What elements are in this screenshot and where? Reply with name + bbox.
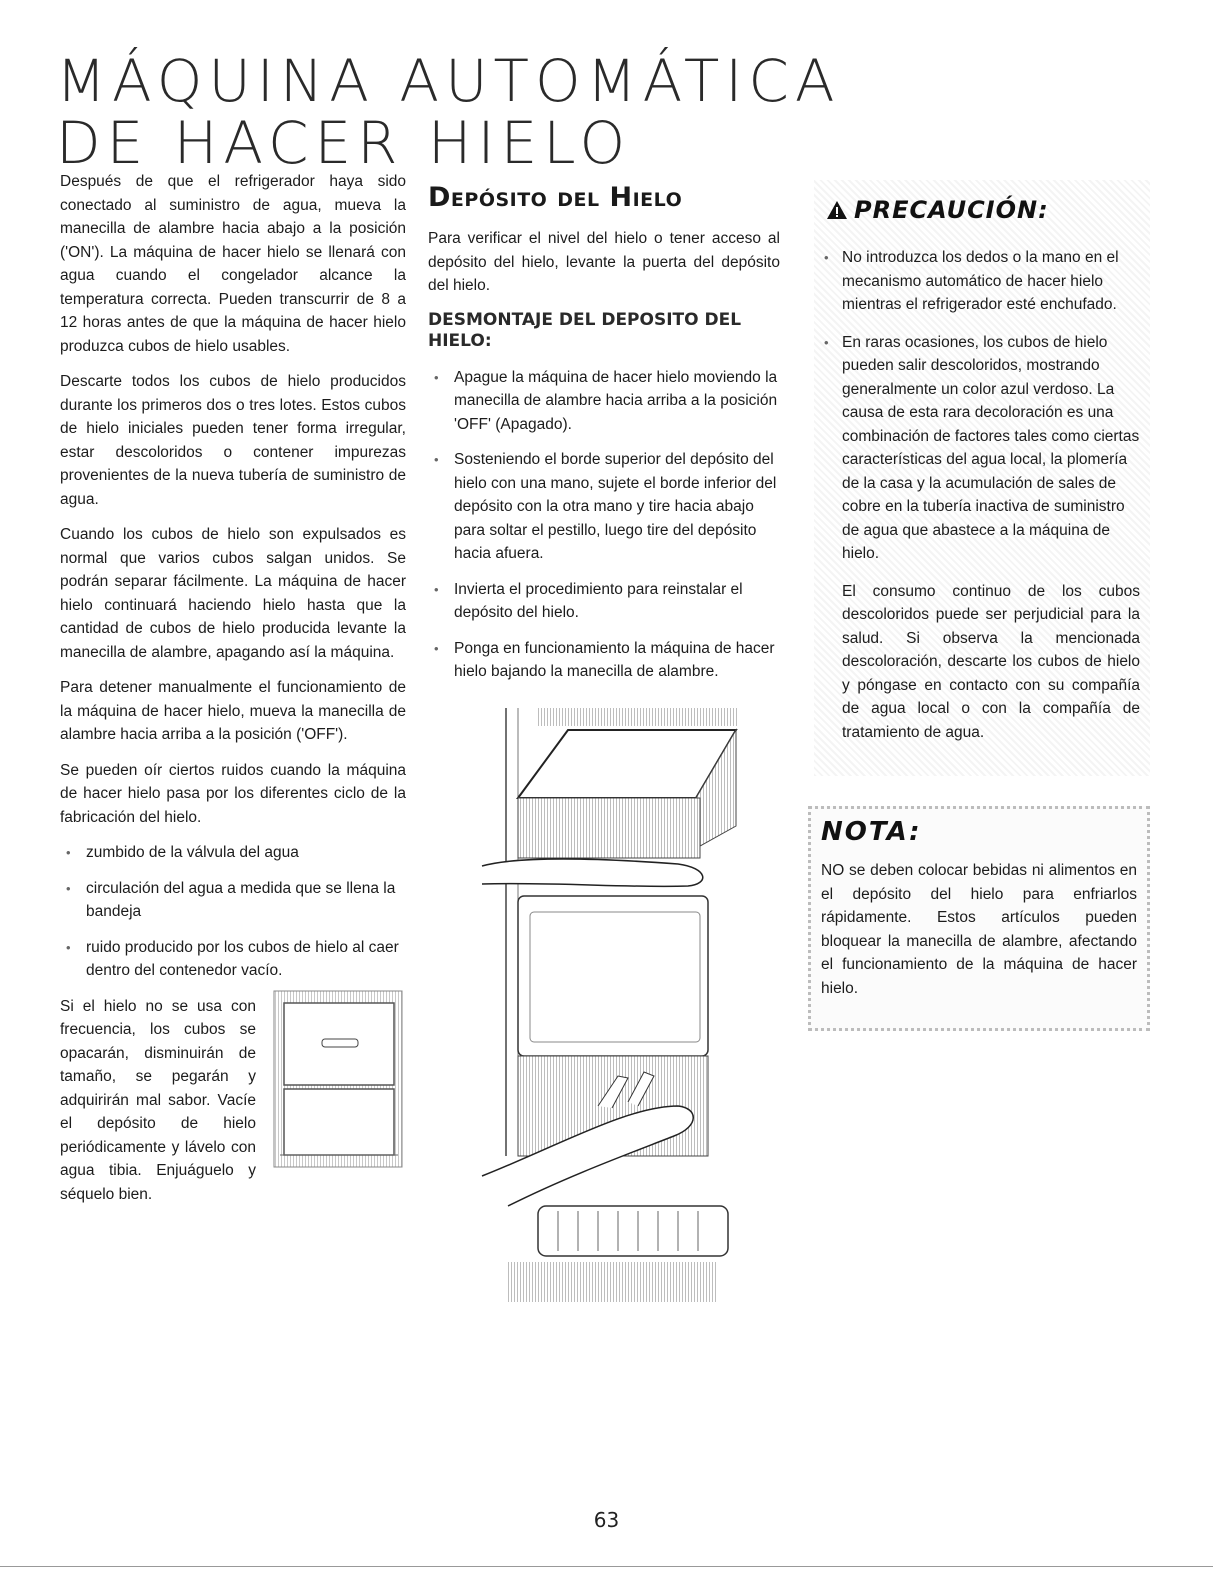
note-heading: NOTA: bbox=[821, 817, 922, 847]
removal-steps-list bbox=[428, 366, 780, 684]
title-line-1: MÁQUINA AUTOMÁTICA bbox=[56, 47, 841, 115]
list-item: • En raras ocasiones, los cubos de hielo pueden salir descoloridos, mostrando generalmente un color azul verdoso. La causa de esta rara decoloración es una combinación de factores tales como ciertas características del agua local, la plomería de la casa y la acumulación de sales de cobre en la tubería inactiva de suministro de agua que abastece a la máquina de hielo. bbox=[822, 331, 1140, 566]
column-left bbox=[60, 170, 406, 1218]
section-heading: Depósito del Hielo bbox=[428, 182, 683, 213]
list-item: • zumbido de la válvula del agua bbox=[60, 841, 406, 865]
ice-dispenser-illustration bbox=[478, 706, 740, 1306]
subsection-heading: DESMONTAJE DEL DEPOSITO DEL HIELO: bbox=[428, 309, 742, 351]
page-number: 63 bbox=[593, 1508, 620, 1532]
paragraph: Descarte todos los cubos de hielo producidos durante los primeros dos o tres lotes. Estos cubos de hielo iniciales pueden tener forma irregular, estar descoloridos o contener impurezas provenientes de la nueva tubería de suministro de agua. bbox=[60, 373, 406, 508]
note-text: NO se deben colocar bebidas ni alimentos en el depósito del hielo para enfriarlos rápidamente. Estos artículos pueden bloquear la manecilla de alambre, afectando el funcionamiento de la máquina de hacer hielo. bbox=[821, 862, 1137, 997]
paragraph: Si el hielo no se usa con frecuencia, los cubos se opacarán, disminuirán de tamaño, se pegarán y adquirirán mal sabor. Vacíe el depósito de hielo periódicamente y lávelo con agua tibia. Enjuáguelo y séquelo bien. bbox=[60, 997, 256, 1203]
paragraph: Para detener manualmente el funcionamiento de la máquina de hacer hielo, mueva la manecilla de alambre hacia arriba a la posición ('OFF'). bbox=[60, 679, 406, 743]
title-line-2: DE HACER HIELO bbox=[56, 109, 632, 177]
paragraph: Se pueden oír ciertos ruidos cuando la máquina de hacer hielo pasa por los diferentes ciclo de la fabricación del hielo. bbox=[60, 761, 406, 826]
list-item: • ruido producido por los cubos de hielo al caer dentro del contenedor vacío. bbox=[60, 936, 406, 983]
list-item: • Ponga en funcionamiento la máquina de hacer hielo bajando la manecilla de alambre. bbox=[428, 637, 780, 684]
list-item: • No introduzca los dedos o la mano en el mecanismo automático de hacer hielo mientras el refrigerador esté enchufado. bbox=[822, 246, 1140, 317]
caution-paragraph: El consumo continuo de los cubos descoloridos puede ser perjudicial para la salud. Si observa la mencionada descoloración, descarte los cubos de hielo y póngase en contacto con su compañía de agua local o con la compañía de tratamiento de agua. bbox=[842, 582, 1140, 741]
list-item: • Apague la máquina de hacer hielo moviendo la manecilla de alambre hacia arriba a la posición 'OFF' (Apagado). bbox=[428, 366, 780, 437]
page-title bbox=[56, 47, 841, 177]
list-item: • Sosteniendo el borde superior del depósito del hielo con una mano, sujete el borde inferior del depósito con la otra mano y tire hacia abajo para soltar el pestillo, luego tire del depósito hacia afuera. bbox=[428, 448, 780, 566]
caution-heading bbox=[826, 196, 1140, 224]
warning-triangle-icon bbox=[826, 200, 848, 220]
caution-title: PRECAUCIÓN: bbox=[854, 196, 1049, 224]
paragraph: Cuando los cubos de hielo son expulsados es normal que varios cubos salgan unidos. Se podrán separar fácilmente. La máquina de hacer hielo continuará haciendo hielo hasta que la cantidad de cubos de hielo producida levante la manecilla de alambre, apagando así la máquina. bbox=[60, 526, 406, 661]
list-item: • circulación del agua a medida que se llena la bandeja bbox=[60, 877, 406, 924]
ice-bin-illustration bbox=[272, 989, 406, 1173]
paragraph: Para verificar el nivel del hielo o tener acceso al depósito del hielo, levante la puerta del depósito del hielo. bbox=[428, 230, 780, 294]
paragraph: Después de que el refrigerador haya sido conectado al suministro de agua, mueva la manecilla de alambre hacia abajo a la posición ('ON'). La máquina de hacer hielo se llenará con agua cuando el congelador alcance la temperatura correcta. Pueden transcurrir de 8 a 12 horas antes de que la máquina de hacer hielo produzca cubos de hielo usables. bbox=[60, 173, 406, 355]
bottom-rule bbox=[0, 1566, 1213, 1567]
column-middle bbox=[428, 178, 780, 696]
storage-text bbox=[60, 995, 256, 1207]
storage-section bbox=[60, 995, 406, 1207]
noise-list bbox=[60, 841, 406, 983]
list-item: • Invierta el procedimiento para reinstalar el depósito del hielo. bbox=[428, 578, 780, 625]
caution-box bbox=[814, 180, 1150, 776]
column-right bbox=[814, 180, 1150, 1031]
note-box bbox=[808, 806, 1150, 1031]
caution-list bbox=[822, 246, 1140, 566]
